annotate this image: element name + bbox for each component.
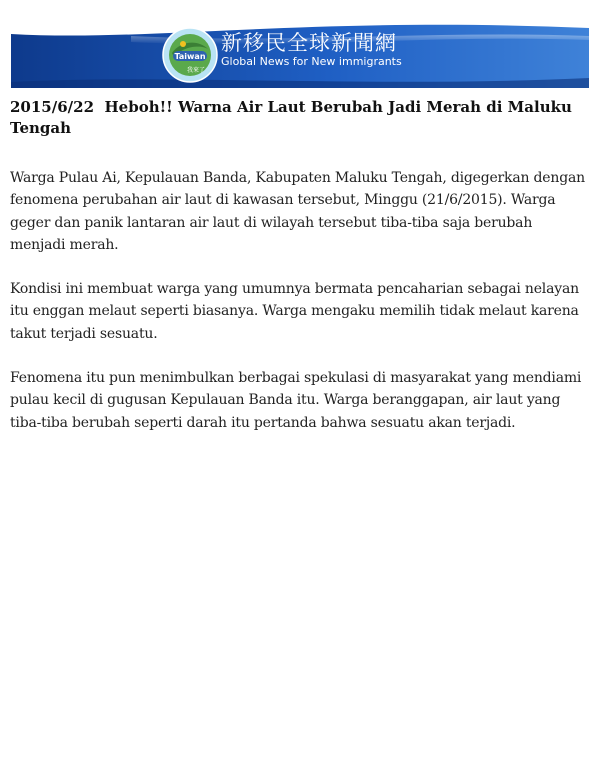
sun-icon — [180, 41, 186, 47]
logo-subtext: 我來了 — [186, 67, 206, 74]
article-paragraph: Fenomena itu pun menimbulkan berbagai spekulasi di masyarakat yang mendiami pulau kecil di gugusan Kepulauan Banda itu. Warga beranggapan, air laut yang tiba-tiba berubah seperti darah itu pertanda bahwa sesuatu akan terjadi. — [10, 370, 582, 431]
site-name-english: Global News for New immigrants — [221, 55, 402, 68]
logo-text: Taiwan — [174, 52, 206, 61]
site-banner — [11, 22, 589, 88]
taiwan-logo[interactable] — [162, 27, 218, 83]
article-paragraph: Kondisi ini membuat warga yang umumnya bermata pencaharian sebagai nelayan itu enggan melaut seperti biasanya. Warga mengaku memilih tidak melaut karena takut terjadi sesuatu. — [10, 281, 579, 342]
article-body — [10, 167, 588, 456]
site-name-chinese: 新移民全球新聞網 — [221, 31, 397, 55]
article-title: Heboh!! Warna Air Laut Berubah Jadi Merah di Maluku Tengah — [10, 98, 572, 137]
article-headline — [10, 97, 588, 139]
article-date: 2015/6/22 — [10, 98, 95, 116]
article-paragraph: Warga Pulau Ai, Kepulauan Banda, Kabupaten Maluku Tengah, digegerkan dengan fenomena perubahan air laut di kawasan tersebut, Minggu (21/6/2015). Warga geger dan panik lantaran air laut di wilayah tersebut tiba-tiba saja berubah menjadi merah. — [10, 170, 585, 253]
